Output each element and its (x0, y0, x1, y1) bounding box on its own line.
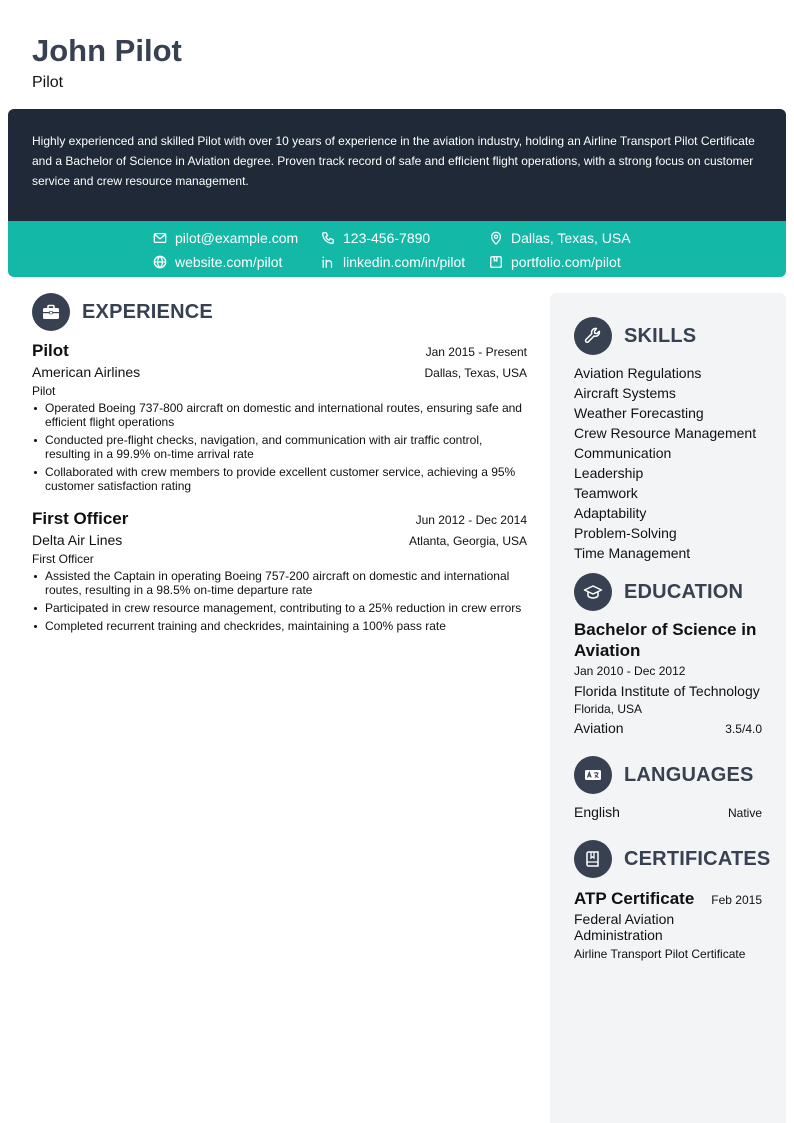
education-dates: Jan 2010 - Dec 2012 (574, 664, 686, 678)
certificates-section-header (574, 840, 771, 878)
contact-location (489, 228, 631, 248)
skills-heading: SKILLS (624, 324, 697, 347)
summary-text: Highly experienced and skilled Pilot with over 10 years of experience in the aviation industry, holding an Airline Transport Pilot Certificate and a Bachelor of Science in Aviation degree. Proven track record of safe and efficient flight operations, with a strong focus on customer service and crew resource management. (8, 109, 786, 221)
education-gpa: 3.5/4.0 (725, 722, 762, 736)
languages-heading: LANGUAGES (624, 763, 754, 786)
contact-linkedin[interactable] (321, 252, 465, 272)
language-name: English (574, 804, 620, 820)
contact-portfolio-text: portfolio.com/pilot (511, 254, 621, 270)
job-entry (32, 341, 527, 493)
contact-linkedin-text: linkedin.com/in/pilot (343, 254, 466, 270)
skill-item: Teamwork (574, 485, 638, 501)
job-company: Delta Air Lines (32, 532, 123, 548)
certificates-section (574, 840, 771, 961)
linkedin-icon (321, 255, 335, 269)
education-section (574, 573, 762, 736)
contact-website[interactable] (153, 252, 282, 272)
education-heading: EDUCATION (624, 580, 744, 603)
skill-item: Communication (574, 445, 672, 461)
job-subrole: Pilot (32, 384, 56, 398)
language-level: Native (727, 806, 762, 820)
graduation-cap-icon (574, 573, 612, 611)
contact-website-text: website.com/pilot (175, 254, 283, 270)
portfolio-icon (489, 255, 503, 269)
skill-item: Aircraft Systems (574, 385, 676, 401)
skill-item: Adaptability (574, 505, 647, 521)
contact-phone[interactable] (321, 228, 430, 248)
main-column (32, 293, 527, 637)
education-school: Florida Institute of Technology (574, 683, 760, 699)
languages-section (574, 756, 762, 820)
job-bullet: Collaborated with crew members to provide excellent customer service, achieving a 95% customer satisfaction rating (32, 465, 527, 493)
certificates-heading: CERTIFICATES (624, 847, 771, 870)
skills-list (574, 363, 762, 563)
education-degree: Bachelor of Science in Aviation (574, 620, 757, 660)
skill-item: Weather Forecasting (574, 405, 704, 421)
experience-heading: EXPERIENCE (82, 300, 213, 323)
contact-location-text: Dallas, Texas, USA (511, 230, 631, 246)
skill-item: Crew Resource Management (574, 425, 757, 441)
contact-email[interactable] (153, 228, 298, 248)
skill-item: Problem-Solving (574, 525, 677, 541)
skill-item: Time Management (574, 545, 691, 561)
wrench-icon (574, 317, 612, 355)
job-role: First Officer (32, 509, 129, 528)
job-bullet: Participated in crew resource management, contributing to a 25% reduction in crew errors (32, 601, 527, 615)
globe-icon (153, 255, 167, 269)
summary-band (8, 109, 786, 277)
job-role: Pilot (32, 341, 69, 360)
job-company: American Airlines (32, 364, 141, 380)
translate-icon (574, 756, 612, 794)
job-entry (32, 509, 527, 633)
job-bullet: Assisted the Captain in operating Boeing 757-200 aircraft on domestic and international routes, resulting in a 98.5% on-time departure rate (32, 569, 527, 597)
education-field: Aviation (574, 720, 624, 736)
job-dates: Jan 2015 - Present (425, 345, 527, 359)
job-dates: Jun 2012 - Dec 2014 (415, 513, 527, 527)
languages-section-header (574, 756, 762, 794)
job-bullet: Completed recurrent training and checkrides, maintaining a 100% pass rate (32, 619, 527, 633)
phone-icon (321, 231, 335, 245)
map-pin-icon (489, 231, 503, 245)
sidebar (550, 293, 786, 1123)
certificate-description: Airline Transport Pilot Certificate (574, 947, 746, 961)
language-item (574, 804, 762, 820)
job-bullets (32, 401, 527, 493)
mail-icon (153, 231, 167, 245)
certificate-date: Feb 2015 (711, 893, 762, 907)
education-field-row (574, 720, 762, 736)
contact-email-text: pilot@example.com (175, 230, 299, 246)
education-location: Florida, USA (574, 702, 643, 716)
certificate-issuer: Federal Aviation Administration (574, 911, 675, 943)
education-section-header (574, 573, 762, 611)
job-bullet: Operated Boeing 737-800 aircraft on domestic and international routes, ensuring safe and efficient flight operations (32, 401, 527, 429)
skill-item: Leadership (574, 465, 644, 481)
candidate-name: John Pilot (32, 33, 182, 68)
job-subrole: First Officer (32, 552, 94, 566)
job-bullets (32, 569, 527, 633)
briefcase-icon (32, 293, 70, 331)
job-location: Atlanta, Georgia, USA (408, 534, 527, 548)
skill-item: Aviation Regulations (574, 365, 702, 381)
certificate-name: ATP Certificate (574, 889, 695, 908)
contact-portfolio[interactable] (489, 252, 621, 272)
contact-phone-text: 123-456-7890 (343, 230, 431, 246)
job-bullet: Conducted pre-flight checks, navigation, and communication with air traffic control, resulting in a 99.9% on-time arrival rate (32, 433, 527, 461)
experience-section-header (32, 293, 527, 331)
contact-bar (8, 221, 786, 277)
certificate-title-row (574, 888, 762, 909)
book-icon (574, 840, 612, 878)
job-location: Dallas, Texas, USA (424, 366, 527, 380)
skills-section-header (574, 317, 762, 355)
resume-header (32, 32, 182, 92)
candidate-title: Pilot (32, 74, 64, 91)
